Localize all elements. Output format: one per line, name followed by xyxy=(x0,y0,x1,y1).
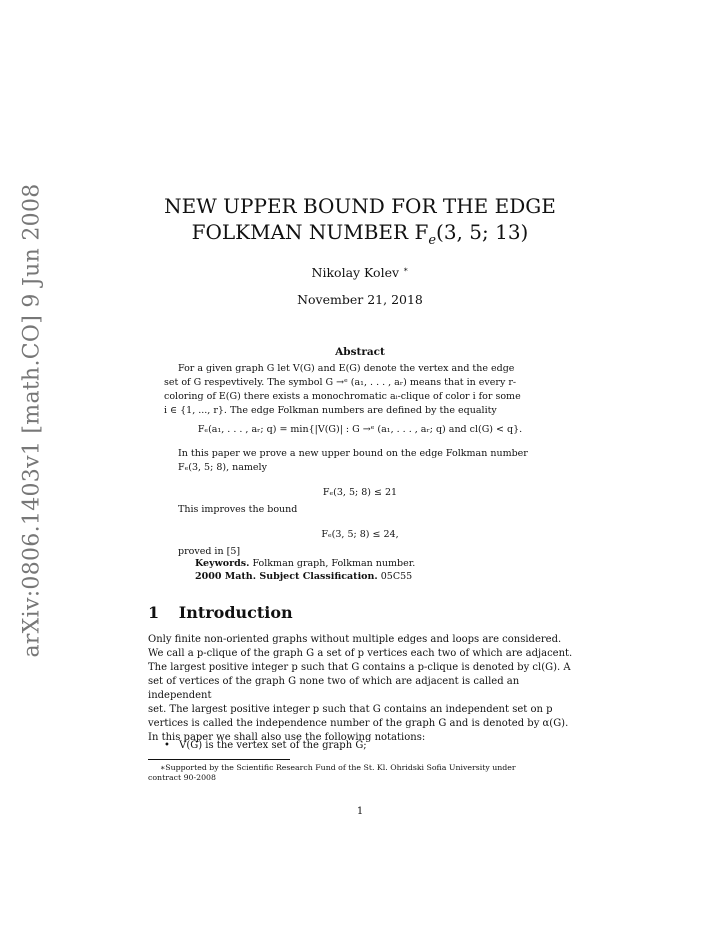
msc-label: 2000 Math. Subject Classification. xyxy=(195,571,378,582)
author-line xyxy=(148,265,572,280)
abstract-equation-2: Fₑ(3, 5; 8) ≤ 21 xyxy=(322,487,398,498)
footnote-rule xyxy=(148,759,290,760)
msc-line xyxy=(195,570,555,584)
section-body xyxy=(148,633,574,745)
abstract-line: For a given graph G let V(G) and E(G) denote the vertex and the edge xyxy=(178,363,515,374)
bullet-item xyxy=(164,739,564,753)
abstract-line: Fₑ(3, 5; 8), namely xyxy=(178,462,267,473)
abstract-line: coloring of E(G) there exists a monochromatic aᵢ-clique of color i for some xyxy=(164,391,521,402)
title-subscript: e xyxy=(428,233,437,248)
abstract-equation-3: Fₑ(3, 5; 8) ≤ 24, xyxy=(321,529,399,540)
arxiv-identifier: arXiv:0806.1403v1 [math.CO] 9 Jun 2008 xyxy=(19,182,45,658)
title-arguments: (3, 5; 13) xyxy=(436,220,529,244)
paper-title xyxy=(148,193,572,254)
title-line-2 xyxy=(148,219,572,254)
body-line: set. The largest positive integer p such that G contains an independent set on p xyxy=(148,704,553,715)
keywords-line xyxy=(195,557,555,571)
msc-code: 05C55 xyxy=(380,571,413,582)
body-line: In this paper we shall also use the following notations: xyxy=(148,732,426,743)
body-line: vertices is called the independence number of the graph G and is denoted by α(G). xyxy=(148,718,569,729)
abstract-heading: Abstract xyxy=(335,346,385,358)
abstract-paragraph-1 xyxy=(164,362,554,418)
bullet-text: V(G) is the vertex set of the graph G; xyxy=(179,740,367,751)
abstract-line: set of G respevtively. The symbol G →ᵉ (a₁, . . . , aᵣ) means that in every r- xyxy=(164,377,517,388)
arxiv-stamp xyxy=(12,182,52,658)
bullet-dot-icon: • xyxy=(164,740,170,751)
page-number: 1 xyxy=(356,806,364,817)
footnote-line: ∗Supported by the Scientific Research Fund of the St. Kl. Ohridski Sofia University under xyxy=(160,763,516,772)
section-title: Introduction xyxy=(178,603,293,622)
body-line: The largest positive integer p such that G contains a p-clique is denoted by cl(G). A xyxy=(148,662,571,673)
keywords-text: Folkman graph, Folkman number. xyxy=(252,558,416,569)
body-line: Only finite non-oriented graphs without multiple edges and loops are considered. xyxy=(148,634,562,645)
abstract-paragraph-2 xyxy=(178,447,554,475)
body-line: set of vertices of the graph G none two of which are adjacent is called an independent xyxy=(148,676,520,701)
section-number: 1 xyxy=(148,603,160,622)
body-line: We call a p-clique of the graph G a set of p vertices each two of which are adjacent. xyxy=(148,648,573,659)
title-line-1: NEW UPPER BOUND FOR THE EDGE xyxy=(164,194,556,218)
author-name: Nikolay Kolev xyxy=(311,265,400,281)
footnote-line: contract 90-2008 xyxy=(148,773,216,782)
abstract-line: In this paper we prove a new upper bound on the edge Folkman number xyxy=(178,448,528,459)
paper-date: November 21, 2018 xyxy=(297,292,423,307)
section-heading xyxy=(148,603,293,622)
abstract-equation-1: Fₑ(a₁, . . . , aᵣ; q) = min{|V(G)| : G →ᵉ (a₁, . . . , aᵣ; q) and cl(G) < q}. xyxy=(197,424,523,435)
abstract-line: i ∈ {1, ..., r}. The edge Folkman numbers are defined by the equality xyxy=(164,405,497,416)
abstract-paragraph-3: This improves the bound xyxy=(178,504,298,515)
author-footnote-mark: ∗ xyxy=(403,265,409,274)
keywords-label: Keywords. xyxy=(195,558,250,569)
footnote xyxy=(148,763,574,783)
title-line-2-text: FOLKMAN NUMBER F xyxy=(191,220,429,244)
abstract-paragraph-4: proved in [5] xyxy=(178,546,241,557)
